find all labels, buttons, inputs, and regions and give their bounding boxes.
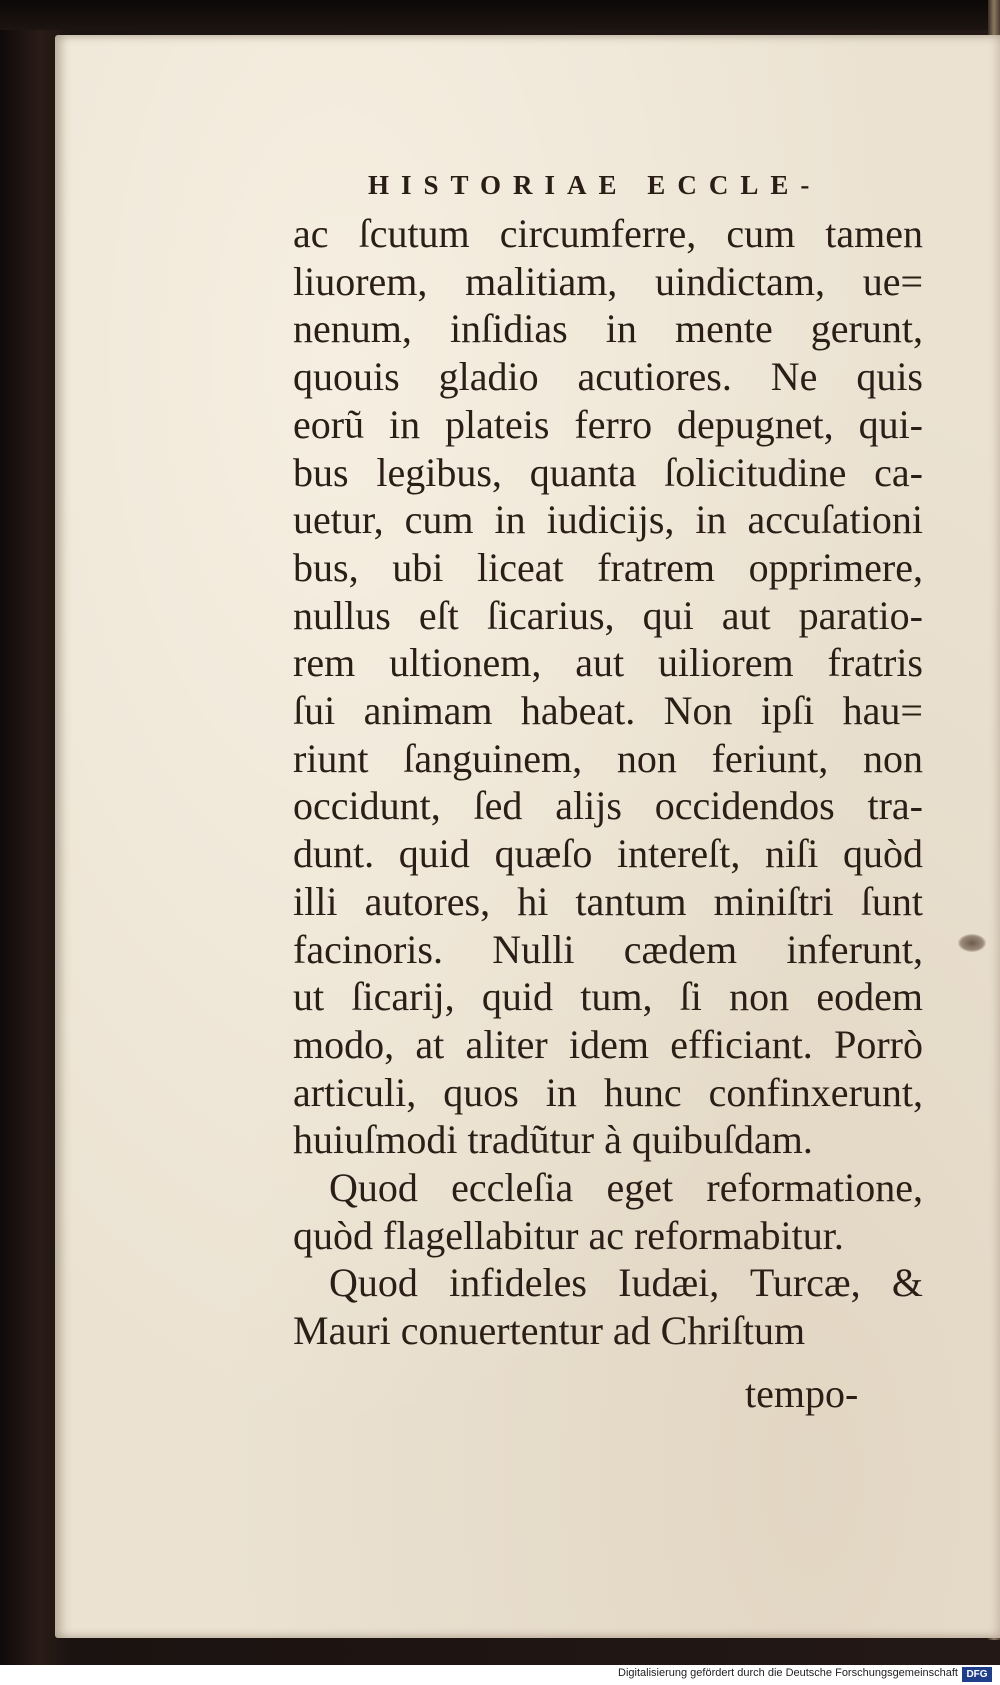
- text-line: bus, ubi liceat fratrem opprimere,: [293, 544, 923, 590]
- funding-credit: Digitalisierung gefördert durch die Deutsche Forschungsgemeinschaft: [618, 1667, 958, 1679]
- text-line: huiuſmodi tradũtur à quibuſdam.: [293, 1117, 813, 1163]
- text-line: modo, at aliter idem efficiant. Porrò: [293, 1021, 923, 1067]
- ink-blot-mark: [958, 934, 986, 952]
- text-line: Mauri conuertentur ad Chriſtum: [293, 1308, 806, 1354]
- text-line: liuorem, malitiam, uindictam, ue=: [293, 258, 923, 304]
- text-line: bus legibus, quanta ſolicitudine ca-: [293, 449, 923, 495]
- text-line: facinoris. Nulli cædem inferunt,: [293, 926, 923, 972]
- text-line: rem ultionem, aut uiliorem fratris: [293, 640, 923, 686]
- catchword: tempo-: [745, 1371, 859, 1416]
- text-line: Quod eccleſia eget reformatione,: [329, 1165, 923, 1211]
- text-line: occidunt, ſed alijs occidendos tra-: [293, 783, 923, 829]
- text-line: Quod infideles Iudæi, Turcæ, &: [329, 1260, 923, 1306]
- text-line: dunt. quid quæſo intereſt, niſi quòd: [293, 831, 923, 877]
- text-line: quouis gladio acutiores. Ne quis: [293, 354, 923, 400]
- text-line: ac ſcutum circumferre, cum tamen: [293, 211, 923, 256]
- text-line: nenum, inſidias in mente gerunt,: [293, 306, 923, 352]
- text-line: riunt ſanguinem, non feriunt, non: [293, 735, 923, 781]
- text-line: illi autores, hi tantum miniſtri ſunt: [293, 878, 923, 924]
- text-line: uetur, cum in iudicijs, in accuſationi: [293, 497, 923, 543]
- dfg-logo: DFG: [962, 1667, 992, 1682]
- text-line: quòd flagellabitur ac reformabitur.: [293, 1212, 844, 1258]
- text-line: ut ſicarij, quid tum, ſi non eodem: [293, 974, 923, 1020]
- text-line: articuli, quos in hunc confinxerunt,: [293, 1069, 923, 1115]
- running-head: HISTORIAE ECCLE-: [368, 170, 822, 200]
- text-line: nullus eſt ſicarius, qui aut paratio-: [293, 592, 923, 638]
- book-top-edge: [0, 0, 1000, 30]
- text-line: ſui animam habeat. Non ipſi hau=: [293, 688, 923, 734]
- text-line: eorũ in plateis ferro depugnet, qui-: [293, 401, 923, 447]
- body-text: [293, 210, 923, 1355]
